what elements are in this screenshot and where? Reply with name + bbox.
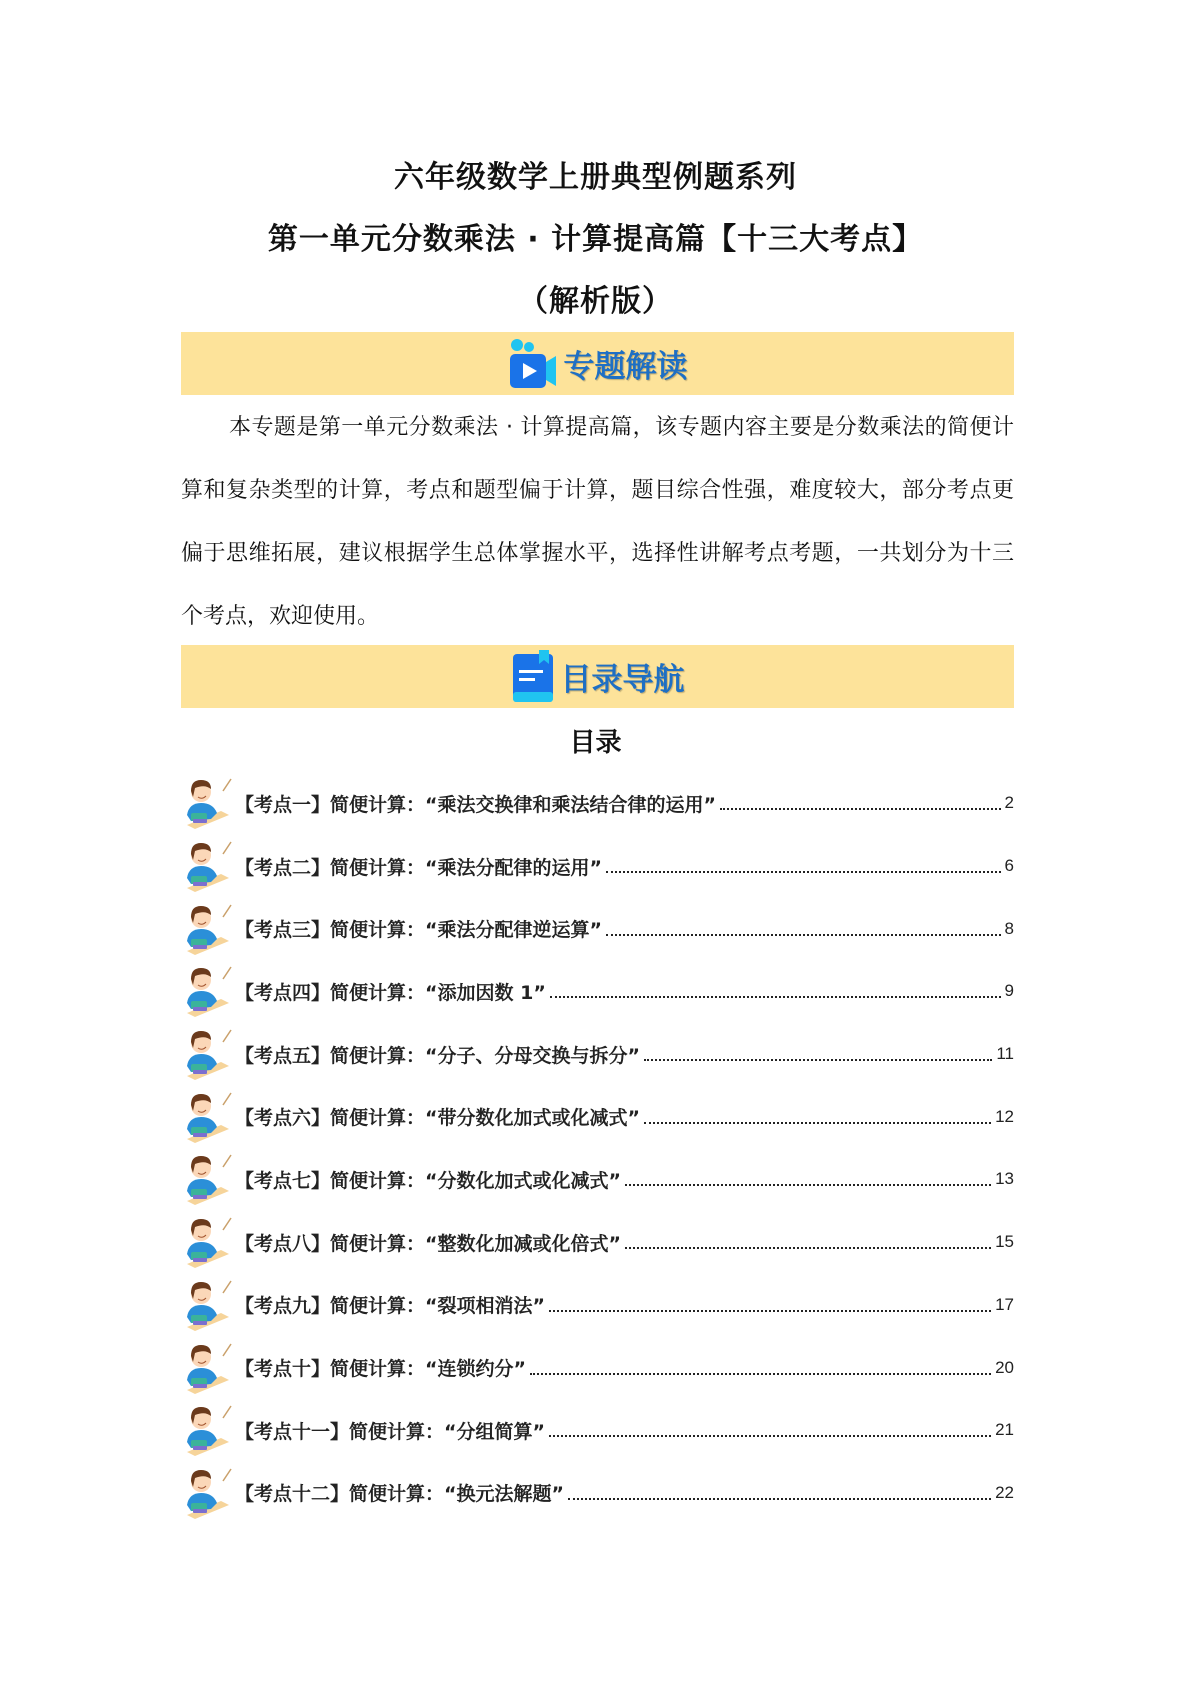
toc-page-number: 17 (995, 1294, 1014, 1314)
toc-entry-label: 【考点二】简便计算：“乘法分配律的运用” (235, 856, 602, 879)
teacher-avatar-icon (181, 901, 233, 957)
toc-entry[interactable] (181, 897, 1014, 960)
document-title: 六年级数学上册典型例题系列 (394, 160, 797, 195)
toc-page-number: 2 (1004, 793, 1014, 813)
toc-entry-label: 【考点三】简便计算：“乘法分配律逆运算” (235, 919, 602, 942)
toc-leader-dots (606, 871, 1001, 873)
toc-entry-label: 【考点七】简便计算：“分数化加式或化减式” (235, 1169, 621, 1192)
toc-leader-dots (644, 1122, 991, 1124)
toc-page-number: 20 (995, 1357, 1014, 1377)
teacher-avatar-icon (181, 1340, 233, 1396)
toc-entry[interactable] (181, 1023, 1014, 1086)
toc-entry[interactable] (181, 1148, 1014, 1211)
banner-label-toc: 目录导航 (560, 662, 685, 698)
toc-page-number: 22 (995, 1482, 1014, 1502)
section-banner-toc (181, 645, 1014, 708)
section-banner-intro (181, 332, 1014, 395)
toc-entry-label: 【考点八】简便计算：“整数化加减或化倍式” (235, 1232, 621, 1255)
toc-entry-label: 【考点九】简便计算：“裂项相消法” (235, 1295, 545, 1318)
video-play-icon (508, 338, 558, 390)
toc-page-number: 6 (1004, 856, 1014, 876)
toc-entry[interactable] (181, 1399, 1014, 1462)
banner-label-intro: 专题解读 (563, 349, 688, 385)
document-edition: （解析版） (518, 284, 673, 319)
toc-entry[interactable] (181, 1085, 1014, 1148)
toc-leader-dots (644, 1059, 992, 1061)
toc-page-number: 8 (1004, 918, 1014, 938)
toc-entry[interactable] (181, 1274, 1014, 1337)
toc-leader-dots (550, 996, 1001, 998)
teacher-avatar-icon (181, 1402, 233, 1458)
intro-paragraph: 本专题是第一单元分数乘法 · 计算提高篇，该专题内容主要是分数乘法的简便计算和复杂类型的计算，考点和题型偏于计算，题目综合性强，难度较大，部分考点更偏于思维拓展，建议根据学生总体掌握水平，选择性讲解考点考题，一共划分为十三个考点，欢迎使用。 (181, 415, 1014, 629)
document-subtitle: 第一单元分数乘法 · 计算提高篇【十三大考点】 (267, 222, 924, 257)
toc-entry-label: 【考点十一】简便计算：“分组简算” (235, 1420, 545, 1443)
toc-entry-label: 【考点十二】简便计算：“换元法解题” (235, 1483, 564, 1506)
teacher-avatar-icon (181, 963, 233, 1019)
teacher-avatar-icon (181, 1465, 233, 1521)
toc-heading: 目录 (569, 728, 622, 758)
teacher-avatar-icon (181, 838, 233, 894)
toc-page-number: 9 (1004, 981, 1014, 1001)
toc-page-number: 11 (996, 1044, 1014, 1064)
toc-leader-dots (625, 1247, 991, 1249)
toc-entry[interactable] (181, 772, 1014, 835)
toc-entry[interactable] (181, 1462, 1014, 1525)
toc-entry-label: 【考点五】简便计算：“分子、分母交换与拆分” (235, 1044, 640, 1067)
teacher-avatar-icon (181, 1277, 233, 1333)
teacher-avatar-icon (181, 1214, 233, 1270)
toc-entry[interactable] (181, 960, 1014, 1023)
toc-entry-label: 【考点六】简便计算：“带分数化加式或化减式” (235, 1107, 640, 1130)
toc-page-number: 12 (995, 1106, 1014, 1126)
toc-page-number: 13 (995, 1169, 1014, 1189)
toc-leader-dots (606, 934, 1001, 936)
toc-entry-label: 【考点四】简便计算：“添加因数 1” (235, 981, 546, 1004)
toc-leader-dots (530, 1373, 991, 1375)
teacher-avatar-icon (181, 1089, 233, 1145)
teacher-avatar-icon (181, 1026, 233, 1082)
teacher-avatar-icon (181, 1151, 233, 1207)
toc-leader-dots (720, 808, 1001, 810)
toc-entry[interactable] (181, 1336, 1014, 1399)
toc-page-number: 21 (995, 1420, 1014, 1440)
toc-leader-dots (625, 1184, 991, 1186)
toc-page-number: 15 (995, 1232, 1014, 1252)
toc-entry[interactable] (181, 835, 1014, 898)
toc-leader-dots (549, 1435, 991, 1437)
teacher-avatar-icon (181, 775, 233, 831)
toc-leader-dots (568, 1498, 991, 1500)
book-icon (511, 650, 555, 704)
table-of-contents (181, 772, 1014, 1524)
toc-entry-label: 【考点十】简便计算：“连锁约分” (235, 1358, 526, 1381)
toc-entry-label: 【考点一】简便计算：“乘法交换律和乘法结合律的运用” (235, 793, 716, 816)
toc-entry[interactable] (181, 1211, 1014, 1274)
toc-leader-dots (549, 1310, 991, 1312)
